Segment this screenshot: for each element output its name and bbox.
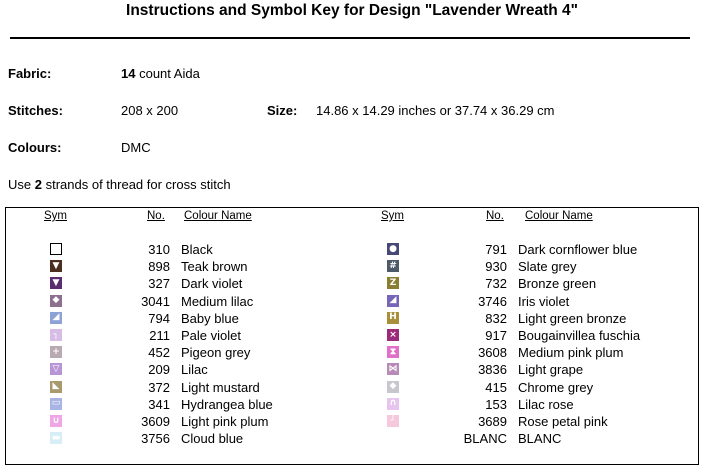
colour-name: Pigeon grey: [181, 345, 251, 361]
stitches-label: Stitches:: [8, 103, 63, 118]
header-sym-right: Sym: [381, 210, 404, 222]
header-name-right: Colour Name: [525, 210, 593, 222]
colour-name: Medium pink plum: [518, 345, 624, 361]
key-row: [387, 430, 704, 447]
header-name-left: Colour Name: [184, 210, 252, 222]
symbol-glyph: ◣: [52, 381, 60, 392]
colour-name: Medium lilac: [181, 293, 254, 309]
dmc-number: 732: [485, 276, 507, 292]
dmc-number: 415: [485, 379, 507, 395]
symbol-swatch-icon: [387, 398, 399, 410]
symbol-glyph: ◆: [52, 295, 60, 306]
symbol-swatch-icon: [50, 363, 62, 375]
key-row: [387, 310, 704, 327]
symbol-swatch-icon: [387, 312, 399, 324]
colour-name: BLANC: [518, 431, 562, 447]
colour-name: Lilac: [181, 362, 208, 378]
fabric-label: Fabric:: [8, 66, 52, 81]
size-value: 14.86 x 14.29 inches or 37.74 x 36.29 cm: [316, 103, 555, 118]
symbol-swatch-icon: [50, 329, 62, 341]
key-row: [387, 396, 704, 413]
key-row: [387, 327, 704, 344]
colour-name: Light grape: [518, 362, 584, 378]
colour-name: Pale violet: [181, 328, 241, 343]
key-row: [387, 413, 704, 430]
key-row: [50, 361, 390, 378]
dmc-number: 791: [485, 242, 507, 257]
dmc-number: 153: [485, 396, 507, 412]
dmc-number: 3609: [141, 414, 170, 429]
dmc-number: BLANC: [463, 431, 507, 447]
colour-name: Light green bronze: [518, 310, 627, 326]
instruction-post: strands of thread for cross stitch: [45, 177, 231, 192]
colour-name: Light mustard: [181, 379, 260, 395]
colour-name: Baby blue: [181, 310, 239, 326]
colours-label: Colours:: [8, 140, 62, 155]
symbol-swatch-icon: [387, 295, 399, 307]
symbol-key-table: [5, 207, 699, 465]
symbol-glyph: ●: [389, 243, 397, 254]
symbol-glyph: ┐: [53, 329, 59, 340]
symbol-glyph: Z: [389, 277, 397, 288]
dmc-number: 930: [485, 259, 507, 275]
symbol-glyph: ⋈: [388, 363, 398, 374]
symbol-swatch-icon: [387, 363, 399, 375]
symbol-swatch-icon: [50, 312, 62, 324]
symbol-swatch-icon: [387, 260, 399, 272]
dmc-number: 209: [148, 362, 170, 378]
symbol-swatch-icon: [387, 346, 399, 358]
symbol-glyph: H: [389, 312, 397, 323]
symbol-glyph: ◢: [389, 295, 397, 306]
colour-name: Cloud blue: [181, 431, 244, 447]
stitches-value: 208 x 200: [121, 103, 179, 118]
symbol-swatch-icon: [387, 243, 399, 255]
key-row: [50, 430, 390, 447]
colour-name: Rose petal pink: [518, 414, 608, 429]
symbol-glyph: +: [52, 346, 60, 357]
colour-name: Chrome grey: [518, 379, 594, 395]
dmc-number: 3608: [478, 345, 507, 361]
key-row: [387, 293, 704, 310]
colour-name: Bronze green: [518, 276, 597, 292]
dmc-number: 3041: [141, 293, 170, 309]
symbol-swatch-icon: [50, 415, 62, 427]
key-row: [50, 241, 390, 258]
colour-name: Black: [181, 242, 213, 257]
size-label: Size:: [267, 103, 298, 118]
key-row: [387, 241, 704, 258]
colour-name: Dark cornflower blue: [518, 242, 638, 257]
symbol-swatch-icon: [50, 260, 62, 272]
key-row: [50, 293, 390, 310]
key-row: [50, 275, 390, 292]
key-row: [387, 258, 704, 275]
symbol-glyph: ∩: [389, 398, 397, 409]
key-row: [387, 344, 704, 361]
fabric-count: 14: [121, 66, 136, 81]
symbol-glyph: #: [389, 260, 397, 271]
symbol-glyph: ◢: [52, 312, 60, 323]
dmc-number: 832: [485, 310, 507, 326]
page-title: Instructions and Symbol Key for Design "Lavender Wreath 4": [126, 2, 578, 19]
fabric-type: count Aida: [139, 66, 200, 81]
symbol-swatch-icon: [50, 346, 62, 358]
key-row: [387, 361, 704, 378]
key-row: [50, 327, 390, 344]
dmc-number: 341: [148, 396, 170, 412]
symbol-glyph: ▬: [51, 432, 61, 443]
key-row: [50, 344, 390, 361]
symbol-swatch-icon: [50, 277, 62, 289]
symbol-swatch-icon: [387, 415, 399, 427]
strand-count: 2: [34, 177, 42, 192]
symbol-glyph: ┘: [390, 415, 396, 426]
key-row: [50, 379, 390, 396]
header-no-left: No.: [147, 210, 165, 222]
symbol-swatch-icon: [50, 295, 62, 307]
key-row: [387, 379, 704, 396]
key-row: [50, 258, 390, 275]
dmc-number: 3689: [478, 414, 507, 429]
colour-name: Teak brown: [181, 259, 248, 275]
dmc-number: 3746: [478, 293, 507, 309]
symbol-glyph: ▼: [52, 260, 60, 271]
header-sym-left: Sym: [44, 210, 67, 222]
symbol-swatch-icon: [387, 277, 399, 289]
symbol-glyph: ▽: [52, 363, 60, 374]
colour-name: Light pink plum: [181, 414, 269, 429]
key-row: [50, 413, 390, 430]
dmc-number: 372: [148, 379, 170, 395]
header-no-right: No.: [486, 210, 504, 222]
colour-name: Slate grey: [518, 259, 577, 275]
symbol-swatch-icon: [50, 243, 62, 255]
key-row: [50, 396, 390, 413]
key-row: [387, 275, 704, 292]
instruction-pre: Use: [8, 177, 32, 192]
fabric-value: [121, 66, 200, 81]
dmc-number: 452: [148, 345, 170, 361]
symbol-swatch-icon: [387, 381, 399, 393]
colour-name: Bougainvillea fuschia: [518, 328, 641, 343]
symbol-glyph: ▭: [51, 398, 61, 409]
symbol-glyph: ×: [389, 329, 397, 340]
colours-value: DMC: [121, 140, 151, 155]
symbol-swatch-icon: [50, 432, 62, 444]
colour-name: Dark violet: [181, 276, 243, 292]
dmc-number: 327: [148, 276, 170, 292]
symbol-swatch-icon: [387, 329, 399, 341]
dmc-number: 898: [148, 259, 170, 275]
colour-name: Iris violet: [518, 293, 570, 309]
instruction-text: [8, 177, 231, 192]
dmc-number: 3836: [478, 362, 507, 378]
dmc-number: 3756: [141, 431, 170, 447]
dmc-number: 211: [149, 328, 170, 343]
symbol-glyph: ◆: [389, 381, 397, 392]
colour-name: Lilac rose: [518, 396, 574, 412]
key-row: [50, 310, 390, 327]
colour-name: Hydrangea blue: [181, 396, 273, 412]
symbol-glyph: ∪: [52, 415, 60, 426]
dmc-number: 794: [148, 310, 170, 326]
symbol-glyph: ⧗: [389, 346, 397, 357]
title-divider: [10, 37, 690, 39]
dmc-number: 310: [148, 242, 170, 257]
symbol-swatch-icon: [50, 398, 62, 410]
symbol-swatch-icon: [387, 432, 399, 444]
symbol-swatch-icon: [50, 381, 62, 393]
dmc-number: 917: [485, 328, 507, 343]
symbol-glyph: ▼: [52, 277, 60, 288]
